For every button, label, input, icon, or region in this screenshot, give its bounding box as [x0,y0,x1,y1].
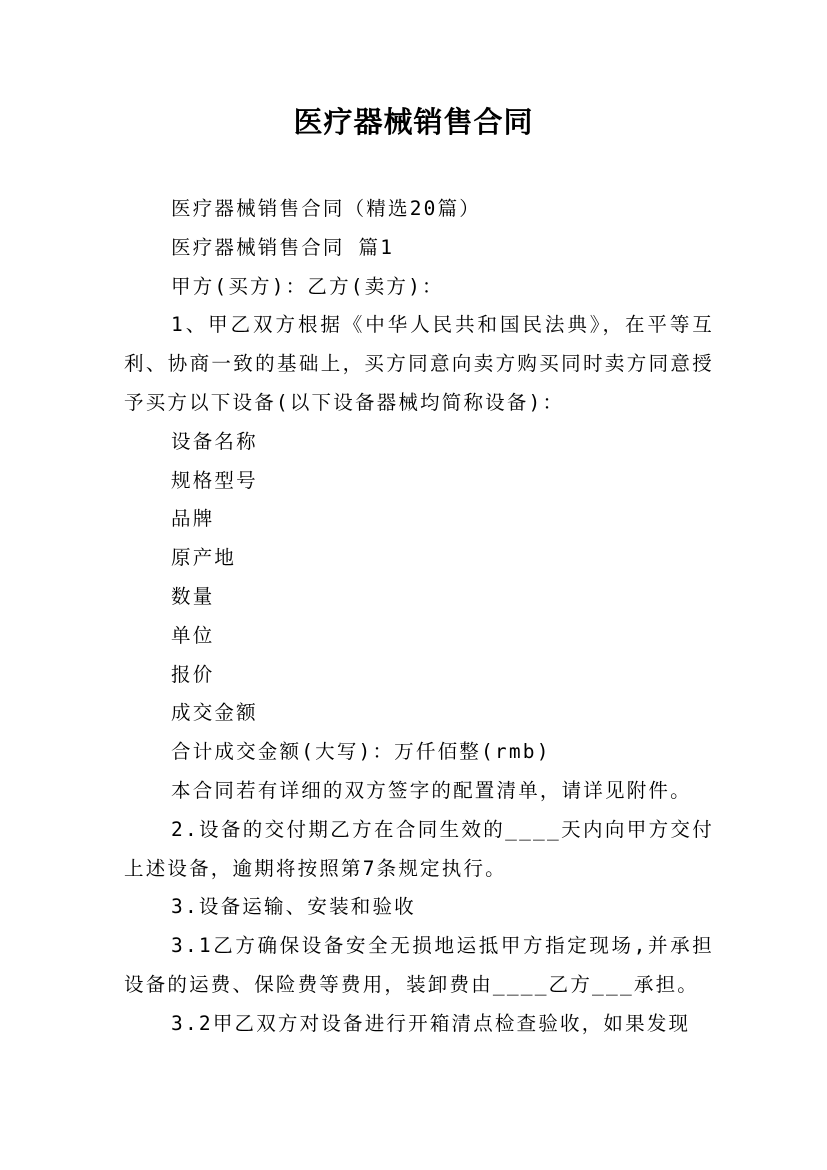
paragraph: 3.2甲乙双方对设备进行开箱清点检查验收，如果发现 [171,1011,691,1035]
paragraph: 医疗器械销售合同 篇1 [171,235,395,259]
paragraph: 品牌 [171,507,215,531]
paragraph: 设备名称 [171,429,258,453]
paragraph: 本合同若有详细的双方签字的配置清单，请详见附件。 [171,778,692,802]
paragraph: 数量 [171,584,215,608]
paragraph: 单位 [171,623,215,647]
paragraph: 规格型号 [171,468,258,492]
paragraph: 3.设备运输、安装和验收 [171,895,416,919]
paragraph: 医疗器械销售合同（精选20篇） [171,197,481,220]
paragraph: 1、甲乙双方根据《中华人民共和国民法典》，在平等互利、协商一致的基础上，买方同意向卖方购买同时卖方同意授予买方以下设备(以下设备器械均简称设备)： [124,313,714,414]
paragraph: 2.设备的交付期乙方在合同生效的____天内向甲方交付上述设备，逾期将按照第7条规定执行。 [124,817,714,880]
paragraph: 合计成交金额(大写)：万仟佰整(rmb) [171,740,551,764]
paragraph: 原产地 [171,546,237,570]
paragraph: 报价 [171,662,215,686]
paragraph: 甲方(买方)：乙方(卖方)： [171,274,444,298]
document-title: 医疗器械销售合同 [293,105,534,139]
paragraph: 3.1乙方确保设备安全无损地运抵甲方指定现场,并承担设备的运费、保险费等费用，装卸费由____乙方___承担。 [124,934,714,996]
document-body [124,190,714,1044]
paragraph: 成交金额 [171,701,258,725]
